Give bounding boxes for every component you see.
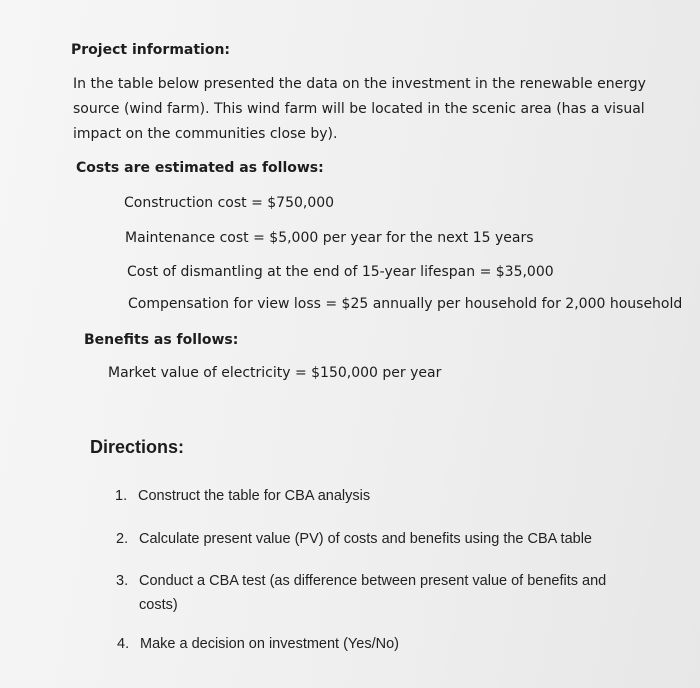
cost-item-construction: Construction cost = $750,000 <box>124 195 335 211</box>
direction-text: Make a decision on investment (Yes/No) <box>140 636 399 652</box>
direction-text: Construct the table for CBA analysis <box>138 488 371 504</box>
direction-text: Conduct a CBA test (as difference between present value of benefits and <box>139 573 607 589</box>
direction-number: 2. <box>116 531 129 547</box>
benefit-item-electricity: Market value of electricity = $150,000 per year <box>108 365 442 381</box>
benefits-heading: Benefits as follows: <box>84 332 239 348</box>
cost-item-compensation: Compensation for view loss = $25 annually per household for 2,000 household <box>128 296 683 312</box>
cost-item-maintenance: Maintenance cost = $5,000 per year for the next 15 years <box>125 230 534 246</box>
intro-line: source (wind farm). This wind farm will be located in the scenic area (has a visual <box>73 101 645 117</box>
intro-line: impact on the communities close by). <box>73 126 338 142</box>
cost-item-dismantling: Cost of dismantling at the end of 15-year lifespan = $35,000 <box>127 264 554 280</box>
direction-number: 3. <box>116 573 129 589</box>
direction-number: 1. <box>115 488 128 504</box>
direction-text-continued: costs) <box>139 597 178 613</box>
project-heading: Project information: <box>71 42 231 58</box>
direction-text: Calculate present value (PV) of costs and benefits using the CBA table <box>139 531 592 547</box>
project-intro <box>73 72 646 147</box>
directions-heading: Directions: <box>90 437 185 457</box>
direction-number: 4. <box>117 636 130 652</box>
intro-line: In the table below presented the data on the investment in the renewable energy <box>73 76 646 92</box>
costs-heading: Costs are estimated as follows: <box>76 160 324 176</box>
